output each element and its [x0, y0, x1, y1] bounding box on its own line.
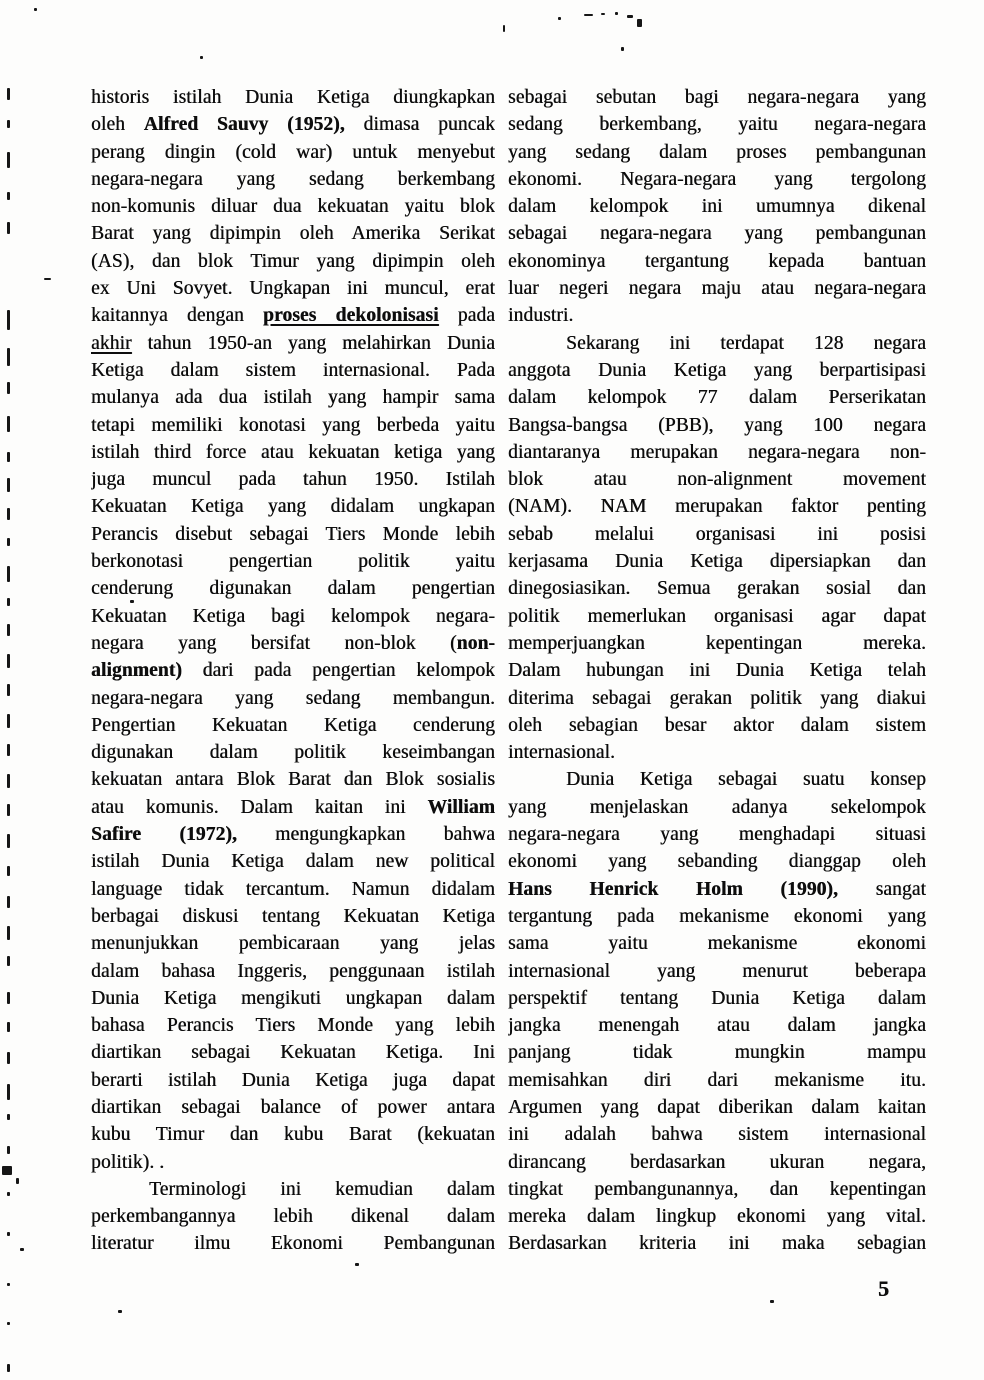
scan-artifact — [7, 1146, 10, 1154]
text-line — [91, 766, 495, 793]
text-line — [91, 1230, 495, 1257]
body-text: ini adalah bahwa sistem internasional — [508, 1124, 926, 1146]
scan-artifact — [7, 88, 10, 100]
text-line — [91, 794, 495, 821]
scan-artifact — [637, 19, 642, 27]
scan-artifact — [7, 714, 10, 728]
body-text: berarti istilah Dunia Ketiga juga dapat — [91, 1069, 495, 1091]
text-line — [508, 739, 926, 766]
scan-artifact — [7, 566, 10, 582]
body-text: pada — [438, 305, 495, 327]
text-line — [91, 685, 495, 712]
text-line — [508, 384, 926, 411]
text-column-left — [91, 84, 495, 1258]
body-text: sedang berkembang, yaitu negara-negara — [508, 114, 926, 136]
scan-artifact — [7, 1283, 10, 1286]
body-text: ekonomi yang sebanding dianggap oleh — [508, 851, 926, 873]
body-text: Bangsa-bangsa (PBB), yang 100 negara — [508, 414, 926, 436]
scan-artifact — [7, 416, 10, 432]
text-line — [91, 139, 495, 166]
scan-artifact — [7, 1322, 10, 1325]
scan-artifact — [7, 1232, 10, 1236]
text-line — [91, 1149, 495, 1176]
scan-artifact — [7, 120, 10, 128]
body-text: negara-negara yang sedang membangun. — [91, 687, 495, 709]
body-text: berbagai diskusi tentang Kekuatan Ketiga — [91, 905, 495, 927]
text-column-right — [508, 84, 926, 1258]
text-line — [91, 466, 495, 493]
body-text: tergantung pada mekanisme ekonomi yang — [508, 905, 926, 927]
text-line — [91, 521, 495, 548]
scan-artifact — [16, 1178, 19, 1184]
text-line — [91, 958, 495, 985]
body-text: sebagai negara-negara yang pembangunan — [508, 223, 926, 245]
text-line — [508, 603, 926, 630]
text-line — [508, 111, 926, 138]
scan-artifact — [615, 12, 618, 15]
text-line — [91, 1039, 495, 1066]
text-line — [91, 548, 495, 575]
emphasized-text: proses dekolonisasi — [263, 305, 439, 327]
body-text: diartikan sebagai balance of power antara — [91, 1096, 495, 1118]
scan-artifact — [7, 926, 10, 940]
scan-artifact — [7, 478, 10, 492]
scan-artifact — [7, 508, 10, 520]
text-line — [508, 575, 926, 602]
text-line — [508, 521, 926, 548]
body-text: memperjuangkan kepentingan mereka. — [508, 632, 926, 654]
body-text: politik). . — [91, 1151, 165, 1173]
body-text: istilah Dunia Ketiga dalam new political — [91, 851, 495, 873]
scan-artifact — [7, 624, 10, 636]
text-line — [91, 821, 495, 848]
emphasized-text: Safire (1972), — [91, 824, 237, 846]
body-text: literatur ilmu Ekonomi Pembangunan — [91, 1233, 495, 1255]
text-line — [508, 1230, 926, 1257]
body-text: kerjasama Dunia Ketiga dipersiapkan dan — [508, 551, 926, 573]
text-line — [508, 821, 926, 848]
body-text: internasional yang menurut beberapa — [508, 960, 926, 982]
text-line — [508, 794, 926, 821]
scan-artifact — [7, 192, 10, 200]
body-text: luar negeri negara maju atau negara-negara — [508, 278, 926, 300]
text-line — [91, 657, 495, 684]
scan-artifact — [200, 56, 203, 59]
body-text: Kekuatan Ketiga yang didalam ungkapan — [91, 496, 495, 518]
body-text: memisahkan diri dari mekanisme itu. — [508, 1069, 926, 1091]
body-text: Perancis disebut sebagai Tiers Monde lebih — [91, 523, 495, 545]
text-line — [508, 930, 926, 957]
scan-artifact — [7, 992, 10, 1004]
text-line — [508, 275, 926, 302]
scan-artifact — [34, 8, 37, 11]
body-text: atau komunis. Dalam kaitan ini — [91, 796, 428, 818]
scan-artifact — [7, 744, 10, 756]
scan-artifact — [2, 1166, 12, 1175]
body-text: non-komunis diluar dua kekuatan yaitu blok — [91, 196, 495, 218]
body-text: Barat yang dipimpin oleh Amerika Serikat — [91, 223, 495, 245]
scan-artifact — [7, 452, 10, 462]
text-line — [508, 848, 926, 875]
text-line — [508, 139, 926, 166]
body-text: internasional. — [508, 742, 615, 764]
scan-artifact — [7, 774, 10, 788]
text-line — [91, 84, 495, 111]
body-text: Terminologi ini kemudian dalam — [149, 1178, 495, 1200]
scan-artifact — [7, 804, 10, 816]
body-text: Pengertian Kekuatan Ketiga cenderung — [91, 714, 495, 736]
scan-artifact — [7, 1364, 10, 1372]
text-line — [91, 930, 495, 957]
text-line — [91, 1121, 495, 1148]
body-text: dalam kelompok ini umumnya dikenal — [508, 196, 926, 218]
scan-artifact — [7, 382, 10, 394]
scan-artifact — [7, 1022, 10, 1032]
body-text: perkembangannya lebih dikenal dalam — [91, 1206, 495, 1228]
text-line — [91, 493, 495, 520]
text-line — [508, 630, 926, 657]
scan-artifact — [118, 1310, 122, 1313]
text-line — [508, 903, 926, 930]
text-line — [508, 1121, 926, 1148]
emphasized-text: William — [427, 796, 495, 818]
text-line — [91, 1012, 495, 1039]
scan-artifact — [7, 310, 10, 330]
body-text: Ketiga dalam sistem internasional. Pada — [91, 359, 495, 381]
scan-artifact — [7, 222, 10, 234]
body-text: kubu Timur dan kubu Barat (kekuatan — [91, 1124, 495, 1146]
text-line — [91, 220, 495, 247]
body-text: tahun 1950-an yang melahirkan Dunia — [131, 332, 495, 354]
emphasized-text: Hans Henrick Holm (1990), — [508, 878, 838, 900]
scan-artifact — [503, 25, 505, 32]
text-line — [91, 876, 495, 903]
text-line — [508, 548, 926, 575]
text-line — [508, 876, 926, 903]
body-text: mereka dalam lingkup ekonomi yang vital. — [508, 1206, 926, 1228]
emphasized-text: non- — [456, 632, 495, 654]
scan-artifact — [7, 866, 10, 876]
body-text: dari pada pengertian kelompok — [181, 660, 495, 682]
text-line — [508, 493, 926, 520]
scan-artifact — [770, 1300, 774, 1303]
scan-artifact — [621, 47, 624, 51]
text-line — [508, 1149, 926, 1176]
text-line — [508, 330, 926, 357]
body-text: dirancang berdasarkan ukuran negara, — [508, 1151, 926, 1173]
body-text: dalam bahasa Inggeris, penggunaan istilah — [91, 960, 495, 982]
text-line — [91, 275, 495, 302]
body-text: negara-negara yang menghadapi situasi — [508, 824, 926, 846]
scan-artifact — [601, 13, 605, 15]
scan-artifact — [558, 17, 561, 20]
scan-artifact — [130, 600, 134, 603]
body-text: dinegosiasikan. Semua gerakan sosial dan — [508, 578, 926, 600]
text-line — [508, 1203, 926, 1230]
text-line — [91, 111, 495, 138]
text-line — [508, 657, 926, 684]
body-text: kekuatan antara Blok Barat dan Blok sosialis — [91, 769, 495, 791]
body-text: oleh sebagian besar aktor dalam sistem — [508, 714, 926, 736]
scan-artifact — [7, 834, 10, 848]
body-text: oleh — [91, 114, 144, 136]
body-text: tingkat pembangunannya, dan kepentingan — [508, 1178, 926, 1200]
text-line — [508, 685, 926, 712]
text-line — [91, 630, 495, 657]
scan-artifact — [7, 1192, 10, 1196]
scan-artifact — [44, 278, 51, 280]
body-text: yang menjelaskan adanya sekelompok — [508, 796, 926, 818]
text-line — [91, 193, 495, 220]
text-line — [508, 412, 926, 439]
body-text: bahasa Perancis Tiers Monde yang lebih — [91, 1015, 495, 1037]
text-line — [508, 466, 926, 493]
body-text: panjang tidak mungkin mampu — [508, 1042, 926, 1064]
body-text: dalam kelompok 77 dalam Perserikatan — [508, 387, 926, 409]
scan-artifact — [7, 654, 10, 668]
body-text: negara yang bersifat non-blok ( — [91, 632, 457, 654]
text-line — [508, 958, 926, 985]
text-line — [91, 712, 495, 739]
text-line — [91, 575, 495, 602]
body-text: sangat — [837, 878, 926, 900]
body-text: kaitannya dengan — [91, 305, 263, 327]
scan-artifact — [584, 14, 593, 16]
scan-artifact — [7, 896, 10, 908]
text-line — [508, 1176, 926, 1203]
scan-artifact — [7, 1052, 10, 1064]
body-text: ekonominya tergantung kepada bantuan — [508, 250, 926, 272]
body-text: industri. — [508, 305, 574, 327]
emphasized-text: Alfred Sauvy (1952), — [143, 114, 345, 136]
body-text: dimasa puncak — [344, 114, 495, 136]
body-text: Dalam hubungan ini Dunia Ketiga telah — [508, 660, 926, 682]
body-text: digunakan dalam politik keseimbangan — [91, 742, 495, 764]
text-line — [508, 302, 926, 329]
text-line — [508, 766, 926, 793]
scan-artifact — [20, 1248, 24, 1251]
body-text: Sekarang ini terdapat 128 negara — [566, 332, 926, 354]
body-text: perang dingin (cold war) untuk menyebut — [91, 141, 495, 163]
text-line — [508, 166, 926, 193]
text-line — [91, 1067, 495, 1094]
body-text: anggota Dunia Ketiga yang berpartisipasi — [508, 359, 926, 381]
body-text: negara-negara yang sedang berkembang — [91, 168, 495, 190]
scan-artifact — [7, 1114, 10, 1120]
body-text: diartikan sebagai Kekuatan Ketiga. Ini — [91, 1042, 495, 1064]
body-text: ekonomi. Negara-negara yang tergolong — [508, 168, 926, 190]
body-text: menunjukkan pembicaraan yang jelas — [91, 933, 495, 955]
text-line — [508, 1039, 926, 1066]
body-text: (NAM). NAM merupakan faktor penting — [508, 496, 926, 518]
text-line — [91, 848, 495, 875]
text-line — [91, 248, 495, 275]
text-line — [91, 330, 495, 357]
scan-artifact — [7, 348, 10, 366]
body-text: yang sedang dalam proses pembangunan — [508, 141, 926, 163]
body-text: berkonotasi pengertian politik yaitu — [91, 551, 495, 573]
body-text: diterima sebagai gerakan politik yang diakui — [508, 687, 926, 709]
emphasized-text: alignment) — [91, 660, 182, 682]
text-line — [91, 739, 495, 766]
text-line — [508, 357, 926, 384]
body-text: Kekuatan Ketiga bagi kelompok negara- — [91, 605, 495, 627]
body-text: cenderung digunakan dalam pengertian — [91, 578, 495, 600]
body-text: Dunia Ketiga mengikuti ungkapan dalam — [91, 987, 495, 1009]
body-text: Argumen yang dapat diberikan dalam kaitan — [508, 1096, 926, 1118]
body-text: blok atau non-alignment movement — [508, 469, 926, 491]
body-text: mulanya ada dua istilah yang hampir sama — [91, 387, 495, 409]
body-text: jangka menengah atau dalam jangka — [508, 1015, 926, 1037]
body-text: sama yaitu mekanisme ekonomi — [508, 933, 926, 955]
text-line — [508, 439, 926, 466]
text-line — [91, 384, 495, 411]
text-line — [91, 603, 495, 630]
text-line — [508, 1067, 926, 1094]
text-line — [91, 1203, 495, 1230]
text-line — [508, 220, 926, 247]
body-text: sebab melalui organisasi ini posisi — [508, 523, 926, 545]
body-text: tetapi memiliki konotasi yang berbeda yaitu — [91, 414, 495, 436]
scan-artifact — [7, 538, 10, 546]
body-text: historis istilah Dunia Ketiga diungkapkan — [91, 87, 495, 108]
text-line — [91, 439, 495, 466]
scan-artifact — [7, 684, 10, 696]
body-text: perspektif tentang Dunia Ketiga dalam — [508, 987, 926, 1009]
text-line — [508, 1094, 926, 1121]
text-line — [508, 248, 926, 275]
text-line — [91, 166, 495, 193]
text-line — [508, 84, 926, 111]
text-line — [508, 712, 926, 739]
body-text: diantaranya merupakan negara-negara non- — [508, 441, 926, 463]
scan-artifact — [7, 598, 10, 606]
text-line — [508, 1012, 926, 1039]
body-text: Dunia Ketiga sebagai suatu konsep — [566, 769, 926, 791]
body-text: Berdasarkan kriteria ini maka sebagian — [508, 1233, 926, 1255]
text-line — [91, 1094, 495, 1121]
text-line — [91, 1176, 495, 1203]
body-text: istilah third force atau kekuatan ketiga yang — [91, 441, 495, 463]
body-text: ex Uni Sovyet. Ungkapan ini muncul, erat — [91, 278, 495, 300]
scan-artifact — [7, 152, 10, 168]
body-text: (AS), dan blok Timur yang dipimpin oleh — [91, 250, 495, 272]
body-text: language tidak tercantum. Namun didalam — [91, 878, 495, 900]
text-line — [91, 985, 495, 1012]
text-line — [508, 985, 926, 1012]
text-line — [91, 302, 495, 329]
body-text: politik memerlukan organisasi agar dapat — [508, 605, 926, 627]
body-text: juga muncul pada tahun 1950. Istilah — [91, 469, 495, 491]
text-line — [91, 412, 495, 439]
text-line — [508, 193, 926, 220]
text-line — [91, 903, 495, 930]
body-text: akhir — [91, 332, 132, 354]
body-text: sebagai sebutan bagi negara-negara yang — [508, 87, 926, 108]
body-text: mengungkapkan bahwa — [236, 824, 495, 846]
text-line — [91, 357, 495, 384]
scan-artifact — [7, 1084, 10, 1100]
scan-artifact — [7, 956, 10, 966]
scan-artifact — [627, 15, 633, 18]
scan-artifact — [355, 1263, 359, 1266]
page-number: 5 — [878, 1276, 889, 1301]
